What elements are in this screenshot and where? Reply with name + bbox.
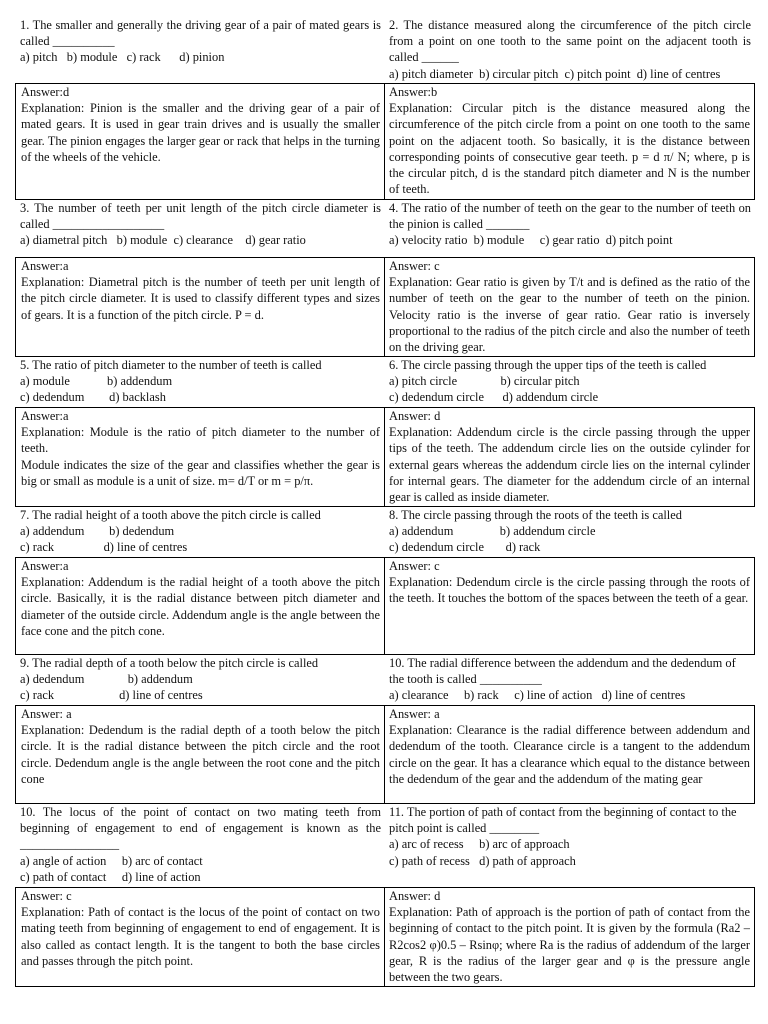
- answer-row: [15, 83, 755, 200]
- question-options: c) dedendum circle d) addendum circle: [389, 390, 599, 405]
- answer-cell: [385, 887, 755, 987]
- question-row: [15, 507, 755, 557]
- mcq-sheet: [15, 17, 755, 987]
- question-options: a) diametral pitch b) module c) clearance d) gear ratio: [20, 233, 306, 248]
- question-text: 4. The ratio of the number of teeth on the gear to the number of teeth on the pinion is called _______: [389, 201, 751, 232]
- question-options: a) velocity ratio b) module c) gear ratio d) pitch point: [389, 233, 673, 248]
- answer-label: Answer: d: [389, 409, 441, 423]
- answer-explanation: Explanation: Diametral pitch is the number of teeth per unit length of the pitch circle diameter. It is used to classify different types and sizes of gears. It is a function of the pitch circle. P = d.: [21, 275, 380, 322]
- answer-label: Answer: a: [21, 707, 72, 721]
- answer-label: Answer: c: [389, 559, 440, 573]
- answer-explanation-extra: Module indicates the size of the gear and classifies whether the gear is big or small as module is a unit of size. m= d/T or m = p/π.: [21, 457, 380, 488]
- question-text: 1. The smaller and generally the driving gear of a pair of mated gears is called __________: [20, 18, 381, 49]
- answer-explanation: Explanation: Dedendum circle is the circle passing through the roots of the teeth. It touches the bottom of the spaces between the teeth of a gear.: [389, 575, 750, 606]
- answer-explanation: Explanation: Module is the ratio of pitch diameter to the number of teeth.: [21, 425, 380, 456]
- answer-label: Answer: c: [389, 259, 440, 273]
- question-cell: [15, 507, 385, 557]
- answer-cell: [15, 887, 385, 987]
- answer-explanation: Explanation: Path of contact is the locus of the point of contact on two mating teeth from beginning of engagement to end of engagement. It is also called as contact length. It is the tangent to both the base circles and passes through the pitch point.: [21, 905, 380, 968]
- question-cell: [385, 357, 755, 407]
- question-cell: [385, 17, 755, 83]
- answer-cell: [15, 557, 385, 655]
- answer-cell: [15, 257, 385, 357]
- question-cell: [15, 655, 385, 705]
- answer-explanation: Explanation: Addendum is the radial height of a tooth above the pitch circle. Basically, it is the radial distance between pitch diameter and diameter of the outside circle. Addendum angle is the angle between the face cone and the pitch cone.: [21, 575, 380, 638]
- answer-cell: [15, 83, 385, 200]
- answer-cell: [385, 257, 755, 357]
- question-options: c) dedendum d) backlash: [20, 390, 166, 405]
- answer-cell: [385, 83, 755, 200]
- answer-row: [15, 407, 755, 507]
- question-options: a) pitch circle b) circular pitch: [389, 374, 580, 389]
- question-text: 11. The portion of path of contact from the beginning of contact to the pitch point is called ________: [389, 805, 737, 836]
- question-text: 2. The distance measured along the circumference of the pitch circle from a point on one tooth to the same point on the adjacent tooth is called ______: [389, 18, 751, 65]
- question-options: c) rack d) line of centres: [20, 540, 188, 555]
- question-options: a) angle of action b) arc of contact: [20, 853, 203, 868]
- answer-label: Answer: d: [389, 889, 441, 903]
- question-cell: [15, 804, 385, 887]
- question-cell: [385, 200, 755, 257]
- answer-explanation: Explanation: Circular pitch is the distance measured along the circumference of the pitch circle from a point on one tooth to the same point on the adjacent tooth. So basically, it is the distance between corresponding points of consecutive gear teeth. p = d π/ N; where, p is the circular pitch, d is the standard pitch diameter and N is the number of teeth.: [389, 101, 750, 197]
- answer-cell: [15, 407, 385, 507]
- question-cell: [385, 655, 755, 705]
- question-text: 10. The locus of the point of contact on two mating teeth from beginning of engagement to end of engagement is known as the ________________: [20, 805, 381, 852]
- question-text: 8. The circle passing through the roots of the teeth is called: [389, 508, 682, 522]
- answer-cell: [385, 407, 755, 507]
- question-cell: [15, 357, 385, 407]
- answer-cell: [385, 557, 755, 655]
- answer-label: Answer: a: [389, 707, 440, 721]
- question-text: 10. The radial difference between the addendum and the dedendum of the tooth is called __________: [389, 656, 736, 687]
- question-cell: [385, 507, 755, 557]
- question-row: [15, 804, 755, 887]
- answer-label: Answer:b: [389, 85, 438, 99]
- answer-label: Answer:a: [21, 259, 69, 273]
- question-options: a) dedendum b) addendum: [20, 672, 193, 687]
- answer-explanation: Explanation: Clearance is the radial difference between addendum and dedendum of the tooth. Clearance circle is a tangent to the addendum circle on the gear. It has a clearance which equal to the distance between the dedendum of the gear and the addendum of the mating gear: [389, 723, 750, 786]
- question-options: a) module b) addendum: [20, 374, 173, 389]
- question-text: 6. The circle passing through the upper tips of the teeth is called: [389, 358, 707, 372]
- question-options: c) path of recess d) path of approach: [389, 853, 576, 868]
- answer-cell: [15, 705, 385, 804]
- question-row: [15, 357, 755, 407]
- question-cell: [15, 200, 385, 257]
- answer-label: Answer:d: [21, 85, 70, 99]
- answer-cell: [385, 705, 755, 804]
- question-row: [15, 200, 755, 257]
- question-options: a) addendum b) dedendum: [20, 524, 175, 539]
- question-row: [15, 655, 755, 705]
- question-options: a) arc of recess b) arc of approach: [389, 837, 570, 852]
- answer-explanation: Explanation: Addendum circle is the circle passing through the upper tips of the teeth. The addendum circle lies on the outside cylinder for external gears whereas the addendum circle lies on the internal cylinder for internal gears. The diameter for the addendum circle of an internal gear is called as inside diameter.: [389, 425, 750, 505]
- question-row: [15, 17, 755, 83]
- answer-explanation: Explanation: Path of approach is the portion of path of contact from the beginning of contact to the pitch point. It is given by the formula (Ra2 – R2cos2 φ)0.5 – Rsinφ; where Ra is the radius of addendum of the larger gear, R is the radius of the larger gear and φ is the pressure angle between the two gears.: [389, 905, 750, 985]
- answer-label: Answer:a: [21, 409, 69, 423]
- answer-explanation: Explanation: Dedendum is the radial depth of a tooth below the pitch circle. It is the radial distance between the pitch circle and the root circle. Dedendum angle is the angle between the root cone and the pitch cone: [21, 723, 380, 786]
- answer-explanation: Explanation: Pinion is the smaller and the driving gear of a pair of mated gears. It is used in gear train drives and is usually the smaller gear. The pinion engages the larger gear or rack that helps in the turning of the wheels of the vehicle.: [21, 101, 380, 164]
- question-options: a) pitch b) module c) rack d) pinion: [20, 50, 225, 65]
- answer-row: [15, 887, 755, 987]
- answer-label: Answer:a: [21, 559, 69, 573]
- question-text: 7. The radial height of a tooth above the pitch circle is called: [20, 508, 321, 522]
- answer-row: [15, 705, 755, 804]
- answer-explanation: Explanation: Gear ratio is given by T/t and is defined as the ratio of the number of teeth on the gear to the number of teeth on the pinion. Velocity ratio is the inverse of gear ratio. Gear ratio is inversely proportional to the radius of the pitch circle and also the number of teeth on the driving gear.: [389, 275, 750, 355]
- question-text: 5. The ratio of pitch diameter to the number of teeth is called: [20, 358, 322, 372]
- answer-row: [15, 557, 755, 655]
- question-options: a) addendum b) addendum circle: [389, 524, 596, 539]
- question-text: 3. The number of teeth per unit length of the pitch circle diameter is called __________________: [20, 201, 381, 232]
- question-cell: [15, 17, 385, 83]
- answer-label: Answer: c: [21, 889, 72, 903]
- question-options: c) rack d) line of centres: [20, 688, 203, 703]
- question-options: a) clearance b) rack c) line of action d) line of centres: [389, 688, 686, 703]
- question-cell: [385, 804, 755, 887]
- question-text: 9. The radial depth of a tooth below the pitch circle is called: [20, 656, 319, 670]
- question-options: a) pitch diameter b) circular pitch c) pitch point d) line of centres: [389, 66, 721, 81]
- question-options: c) path of contact d) line of action: [20, 869, 201, 884]
- answer-row: [15, 257, 755, 357]
- question-options: c) dedendum circle d) rack: [389, 540, 541, 555]
